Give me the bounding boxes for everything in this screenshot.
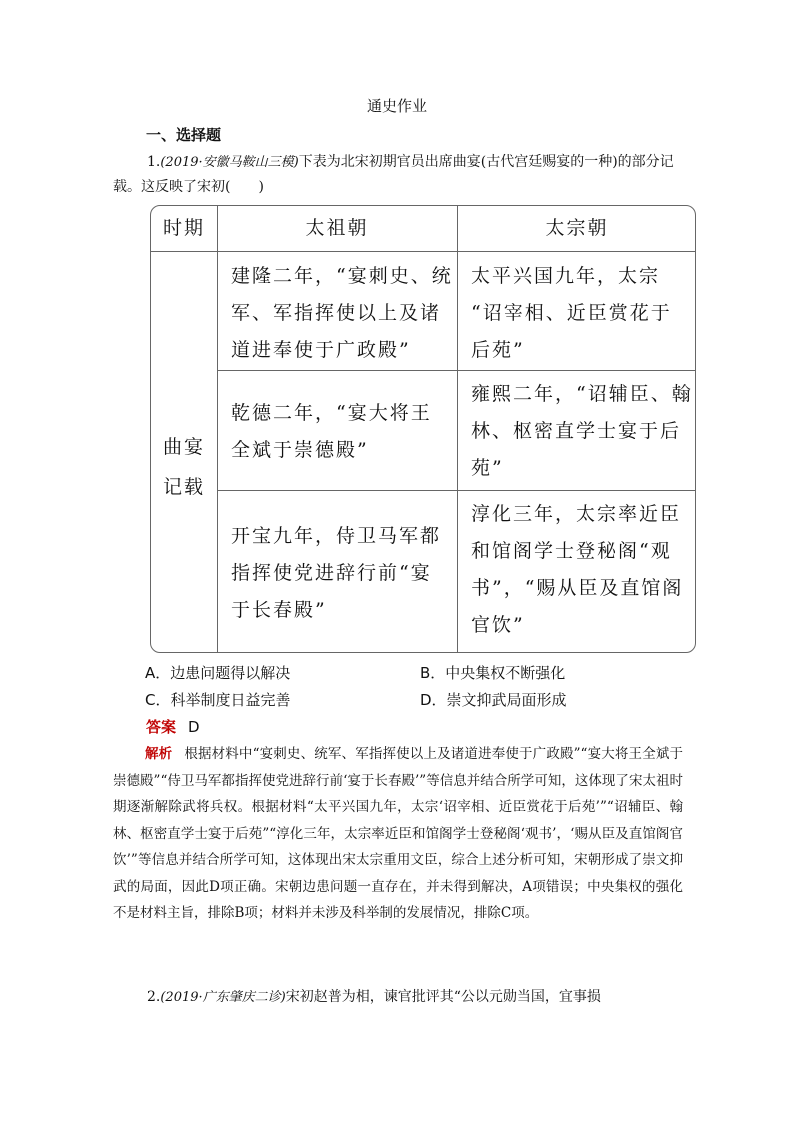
header-taizong: 太宗朝 [545, 217, 609, 239]
row-label: 曲宴 记载 [162, 436, 205, 498]
table-cell-taizu-2: 乾德二年，“宴大将王 全斌于崇德殿” [231, 402, 432, 461]
answer-value: D [188, 718, 200, 736]
question-1 [113, 150, 695, 200]
table-cell-taizu-1: 建隆二年，“宴刺史、统 军、军指挥使以上及诸 道进奉使于广政殿” [231, 265, 453, 361]
question-number: 2. [147, 989, 161, 1005]
table-cell-taizong-3: 淳化三年，太宗率近臣 和馆阁学士登秘阁“观 书”，“赐从臣及直馆阁 官饮” [471, 503, 684, 636]
header-taizu: 太祖朝 [305, 217, 369, 239]
records-table [150, 205, 696, 653]
question-stem: 宋初赵普为相，谏官批评其“公以元勋当国，宜事损 [285, 989, 601, 1005]
question-source: (2019·广东肇庆二诊) [160, 990, 286, 1005]
table-cell-taizong-1: 太平兴国九年，太宗 “诏宰相、近臣赏花于 后苑” [471, 265, 672, 361]
analysis-label: 解析 [145, 746, 173, 762]
question-stem: 下表为北宋初期官员出席曲宴(古代宫廷赐宴的一种)的部分记载。这反映了宋初( ) [113, 154, 674, 195]
option-d: D．崇文抑武局面形成 [420, 691, 567, 709]
answer-line [146, 716, 200, 737]
table-cell-taizu-3: 开宝九年，侍卫马军都 指挥使党进辞行前“宴 于长春殿” [231, 525, 442, 621]
table-cell-taizong-2: 雍熙二年，“诏辅臣、翰 林、枢密直学士宴于后 苑” [471, 383, 693, 479]
analysis-paragraph [113, 741, 683, 927]
analysis-text: 根据材料中“宴刺史、统军、军指挥使以上及诸道进奉使于广政殿”“宴大将王全斌于崇德殿”“侍卫马军都指挥使党进辞行前‘宴于长春殿’”等信息并结合所学可知，这体现了宋太祖时期逐渐解除武将兵权。根据材料“太平兴国九年，太宗‘诏宰相、近臣赏花于后苑’”“诏辅臣、翰林、枢密直学士宴于后苑”“淳化三年，太宗率近臣和馆阁学士登秘阁‘观书’，‘赐从臣及直馆阁官饮’”等信息并结合所学可知，这体现出宋太宗重用文臣，综合上述分析可知，宋朝形成了崇文抑武的局面，因此D项正确。宋朝边患问题一直存在，并未得到解决，A项错误；中央集权的强化不是材料主旨，排除B项；材料并未涉及科举制的发展情况，排除C项。 [113, 746, 683, 921]
section-heading: 一、选择题 [146, 126, 222, 144]
page-title: 通史作业 [366, 97, 427, 115]
answer-label: 答案 [146, 718, 177, 736]
option-a: A．边患问题得以解决 [145, 664, 291, 682]
question-number: 1. [147, 154, 161, 170]
question-source: (2019·安徽马鞍山三模) [160, 155, 299, 170]
option-c: C．科举制度日益完善 [145, 691, 291, 709]
header-period: 时期 [162, 217, 205, 239]
question-2 [113, 984, 689, 1011]
option-b: B．中央集权不断强化 [420, 664, 566, 682]
